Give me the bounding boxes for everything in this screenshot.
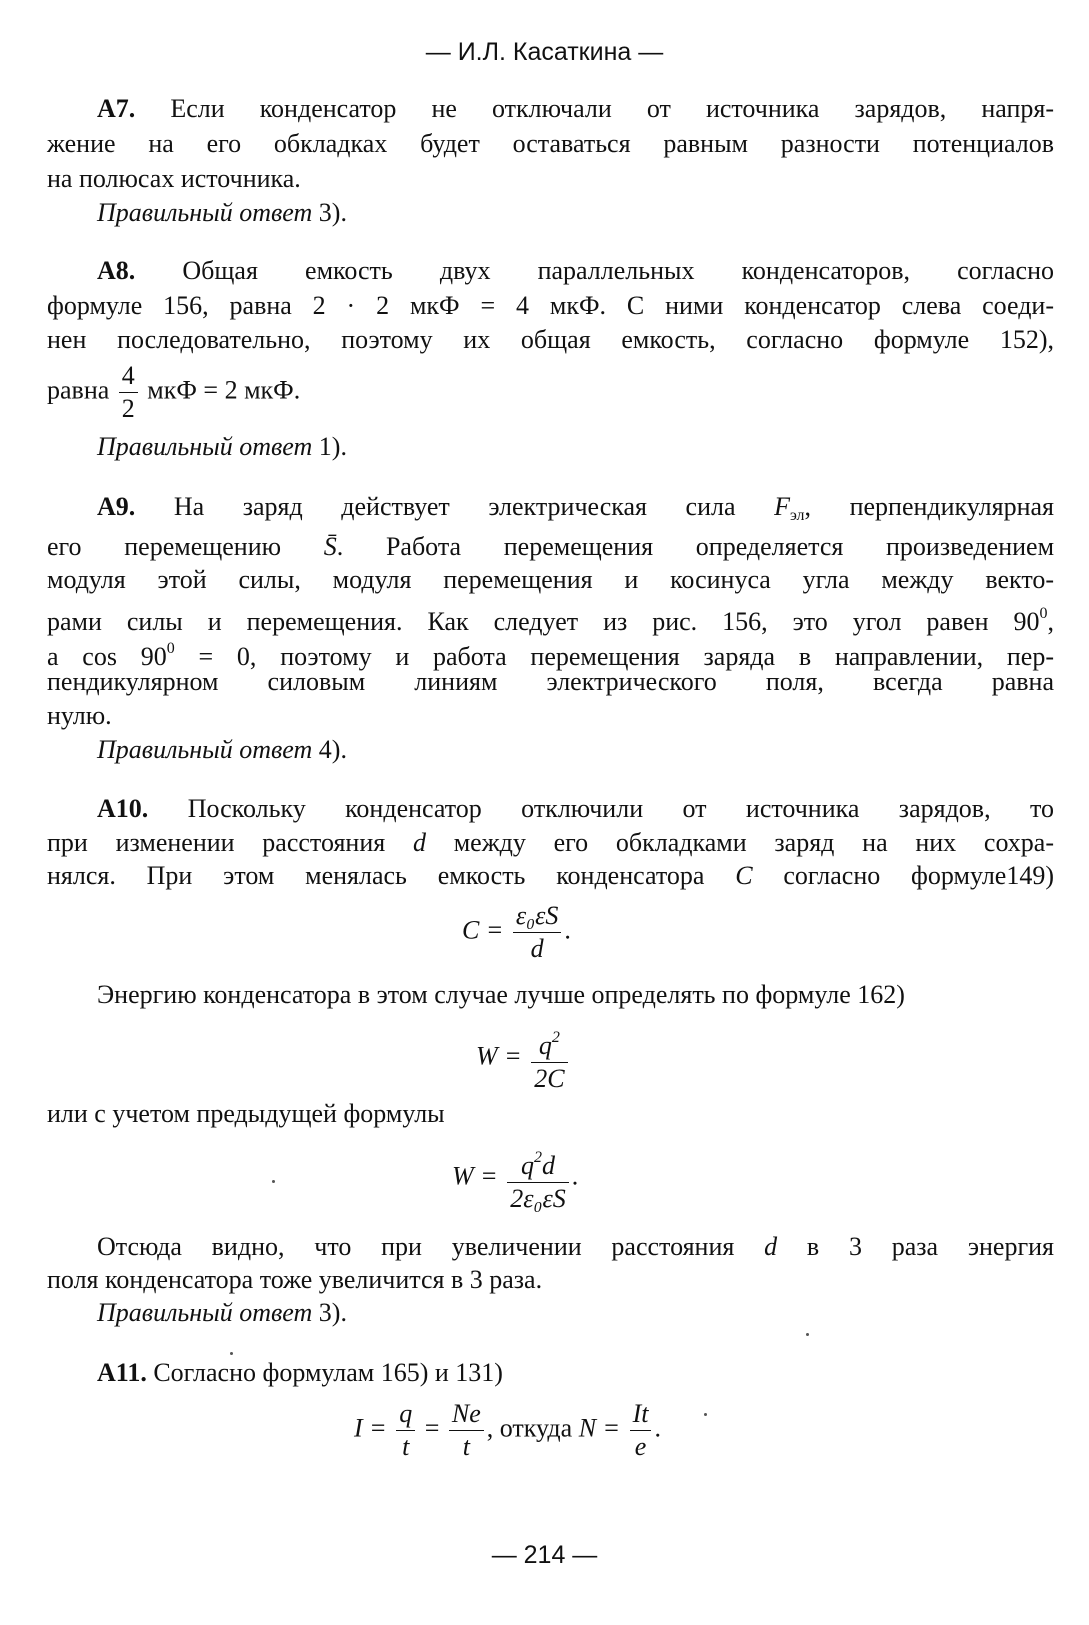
fraction: $\frac{Ne}{t}$: [449, 1398, 484, 1463]
a9-line-2: его перемещению S̄. Работа перемещения определяется произведением: [47, 532, 1055, 561]
fraction: $\frac{It}{e}$: [630, 1398, 652, 1463]
capacitance-formula: C = $\frac{\text{ε₀εS}}{d}$ .: [462, 901, 571, 963]
fraction: $\frac{\text{ε₀εS}}{d}$: [513, 900, 562, 965]
a9-line-5: а $\cos 90^0 = 0$, поэтому и работа перемещения заряда в направлении, пер-: [47, 640, 1054, 671]
a9-line-6: пендикулярном силовым линиям электрического поля, всегда равна: [47, 667, 1054, 696]
scan-speck: [704, 1413, 707, 1416]
page-number: — 214 —: [491, 1541, 598, 1569]
a7-line-1: А7. Если конденсатор не отключали от источника зарядов, напря-: [97, 94, 1054, 123]
energy-formula-2: W = $\frac{q^2d}{\text{2ε₀εS}}$ .: [452, 1142, 578, 1215]
a10-label: А10.: [97, 794, 149, 823]
a8-line-2: формуле 156, равна 2 · 2 мкФ = 4 мкФ. С ними конденсатор слева соеди-: [47, 291, 1054, 320]
a10-conclusion-1: Отсюда видно, что при увеличении расстояния d в 3 раза энергия: [97, 1232, 1055, 1261]
a10-line-3: нялся. При этом менялась емкость конденсатора C согласно формуле149): [47, 861, 1054, 890]
a9-line-1: А9. На заряд действует электрическая сила $F_{эл}$, перпендикулярная: [97, 492, 1055, 524]
running-header: — И.Л. Касаткина —: [425, 38, 664, 66]
a7-line-3: на полюсах источника.: [47, 164, 301, 193]
a10-line-2: при изменении расстояния d между его обкладками заряд на них сохра-: [47, 828, 1054, 857]
current-formula: I = $\frac{q}{t}$ = $\frac{Ne}{t}$ , откуда N = $\frac{It}{e}$ .: [354, 1399, 661, 1461]
a7-line-2: жение на его обкладках будет оставаться равным разности потенциалов: [47, 129, 1054, 158]
a9-answer: Правильный ответ 4).: [97, 735, 347, 764]
a8-answer: Правильный ответ 1).: [97, 432, 347, 461]
fraction: $\frac{4}{2}$: [119, 360, 138, 425]
a10-answer: Правильный ответ 3).: [97, 1298, 347, 1327]
a9-line-3: модуля этой силы, модуля перемещения и косинуса угла между векто-: [47, 565, 1054, 594]
a9-label: А9.: [97, 492, 136, 521]
scan-speck: [230, 1352, 233, 1355]
a11-label: А11.: [97, 1358, 147, 1387]
a8-line-1: А8. Общая емкость двух параллельных конденсаторов, согласно: [97, 256, 1054, 285]
a9-line-7: нулю.: [47, 701, 112, 730]
fraction: $\frac{q^2d}{\text{2ε₀εS}}$: [507, 1142, 569, 1215]
fraction: $\frac{q^2}{2C}$: [531, 1022, 567, 1095]
a8-line-3: нен последовательно, поэтому их общая емкость, согласно формуле 152),: [47, 325, 1054, 354]
fraction: $\frac{q}{t}$: [396, 1398, 415, 1463]
a9-line-4: рами силы и перемещения. Как следует из рис. 156, это угол равен $90^0$,: [47, 605, 1054, 636]
a8-label: А8.: [97, 256, 136, 285]
a8-fraction-formula: равна $\frac{4}{2}$ мкФ = 2 мкФ.: [47, 361, 301, 423]
a10-line-1: А10. Поскольку конденсатор отключили от источника зарядов, то: [97, 794, 1055, 823]
a7-answer: Правильный ответ 3).: [97, 198, 347, 227]
energy-formula-1: W = $\frac{q^2}{2C}$: [476, 1022, 571, 1095]
a10-with-prev-line: или с учетом предыдущей формулы: [47, 1099, 445, 1128]
a11-line-1: А11. Согласно формулам 165) и 131): [97, 1358, 503, 1387]
a7-label: А7.: [97, 94, 136, 123]
scan-speck: [272, 1180, 275, 1183]
scan-speck: [806, 1333, 809, 1336]
a10-energy-line: Энергию конденсатора в этом случае лучше определять по формуле 162): [97, 980, 905, 1009]
a10-conclusion-2: поля конденсатора тоже увеличится в 3 раза.: [47, 1265, 543, 1294]
